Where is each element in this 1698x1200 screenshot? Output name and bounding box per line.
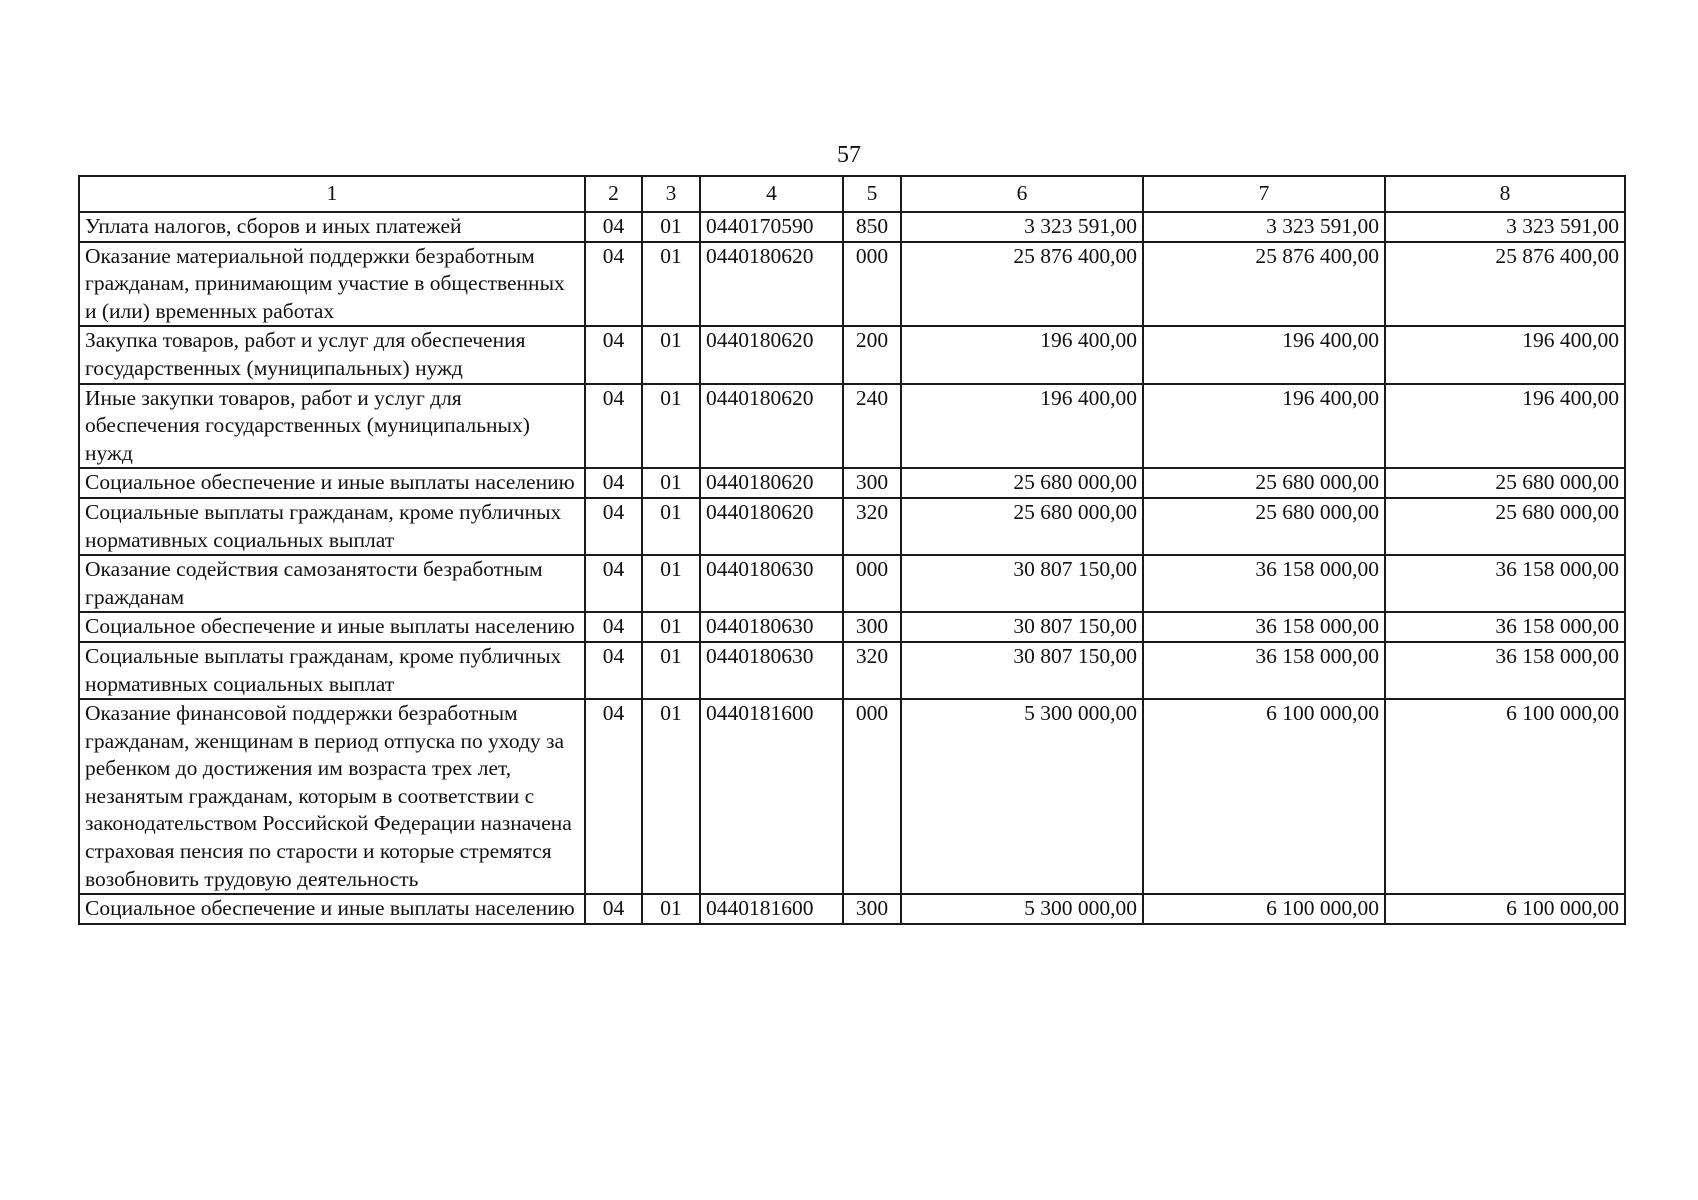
amount-col8-cell: 36 158 000,00 [1385, 555, 1625, 612]
amount-col7-cell: 196 400,00 [1143, 384, 1385, 469]
column-header: 4 [700, 176, 843, 212]
table-row [79, 894, 1625, 924]
section-code-cell: 04 [585, 555, 642, 612]
expense-type-cell: 000 [843, 555, 901, 612]
expense-type-cell: 300 [843, 468, 901, 498]
amount-col8-cell: 196 400,00 [1385, 384, 1625, 469]
amount-col6-cell: 196 400,00 [901, 384, 1143, 469]
subsection-code-cell: 01 [642, 642, 700, 699]
column-header: 2 [585, 176, 642, 212]
amount-col8-cell: 196 400,00 [1385, 326, 1625, 383]
table-row [79, 555, 1625, 612]
amount-col7-cell: 196 400,00 [1143, 326, 1385, 383]
target-article-cell: 0440180620 [700, 384, 843, 469]
column-header: 6 [901, 176, 1143, 212]
expense-type-cell: 320 [843, 642, 901, 699]
column-header: 3 [642, 176, 700, 212]
column-header: 8 [1385, 176, 1625, 212]
expense-type-cell: 320 [843, 498, 901, 555]
subsection-code-cell: 01 [642, 326, 700, 383]
subsection-code-cell: 01 [642, 498, 700, 555]
amount-col6-cell: 5 300 000,00 [901, 699, 1143, 894]
amount-col6-cell: 30 807 150,00 [901, 612, 1143, 642]
amount-col6-cell: 25 876 400,00 [901, 242, 1143, 327]
target-article-cell: 0440180630 [700, 642, 843, 699]
subsection-code-cell: 01 [642, 699, 700, 894]
amount-col8-cell: 25 680 000,00 [1385, 498, 1625, 555]
table-row [79, 642, 1625, 699]
target-article-cell: 0440180620 [700, 498, 843, 555]
table-body [79, 212, 1625, 924]
section-code-cell: 04 [585, 212, 642, 242]
target-article-cell: 0440180630 [700, 612, 843, 642]
row-name-cell: Оказание финансовой поддержки безработным гражданам, женщинам в период отпуска по уходу за ребенком до достижения им возраста трех лет, незанятым гражданам, которым в соответствии с законодательством Российской Федерации назначена страховая пенсия по старости и которые стремятся возобновить трудовую деятельность [79, 699, 585, 894]
expense-type-cell: 300 [843, 894, 901, 924]
amount-col7-cell: 36 158 000,00 [1143, 612, 1385, 642]
section-code-cell: 04 [585, 498, 642, 555]
amount-col6-cell: 25 680 000,00 [901, 498, 1143, 555]
table-row [79, 699, 1625, 894]
expense-type-cell: 240 [843, 384, 901, 469]
section-code-cell: 04 [585, 612, 642, 642]
subsection-code-cell: 01 [642, 894, 700, 924]
table-row [79, 326, 1625, 383]
section-code-cell: 04 [585, 642, 642, 699]
target-article-cell: 0440180630 [700, 555, 843, 612]
expense-type-cell: 850 [843, 212, 901, 242]
amount-col8-cell: 6 100 000,00 [1385, 894, 1625, 924]
section-code-cell: 04 [585, 384, 642, 469]
target-article-cell: 0440180620 [700, 326, 843, 383]
subsection-code-cell: 01 [642, 212, 700, 242]
expense-type-cell: 300 [843, 612, 901, 642]
row-name-cell: Иные закупки товаров, работ и услуг для обеспечения государственных (муниципальных) нужд [79, 384, 585, 469]
amount-col8-cell: 6 100 000,00 [1385, 699, 1625, 894]
amount-col6-cell: 5 300 000,00 [901, 894, 1143, 924]
amount-col6-cell: 196 400,00 [901, 326, 1143, 383]
table-row [79, 384, 1625, 469]
row-name-cell: Социальное обеспечение и иные выплаты населению [79, 468, 585, 498]
column-header: 5 [843, 176, 901, 212]
amount-col8-cell: 36 158 000,00 [1385, 642, 1625, 699]
section-code-cell: 04 [585, 326, 642, 383]
amount-col7-cell: 25 680 000,00 [1143, 498, 1385, 555]
target-article-cell: 0440170590 [700, 212, 843, 242]
column-header: 1 [79, 176, 585, 212]
subsection-code-cell: 01 [642, 468, 700, 498]
row-name-cell: Уплата налогов, сборов и иных платежей [79, 212, 585, 242]
amount-col8-cell: 36 158 000,00 [1385, 612, 1625, 642]
expense-type-cell: 000 [843, 699, 901, 894]
budget-table [78, 175, 1626, 925]
amount-col7-cell: 36 158 000,00 [1143, 555, 1385, 612]
row-name-cell: Оказание материальной поддержки безработным гражданам, принимающим участие в общественных и (или) временных работах [79, 242, 585, 327]
page-number: 57 [837, 142, 861, 168]
section-code-cell: 04 [585, 894, 642, 924]
row-name-cell: Социальные выплаты гражданам, кроме публичных нормативных социальных выплат [79, 642, 585, 699]
column-header: 7 [1143, 176, 1385, 212]
amount-col6-cell: 30 807 150,00 [901, 555, 1143, 612]
amount-col7-cell: 6 100 000,00 [1143, 699, 1385, 894]
row-name-cell: Социальное обеспечение и иные выплаты населению [79, 894, 585, 924]
target-article-cell: 0440181600 [700, 699, 843, 894]
amount-col6-cell: 3 323 591,00 [901, 212, 1143, 242]
amount-col7-cell: 6 100 000,00 [1143, 894, 1385, 924]
section-code-cell: 04 [585, 468, 642, 498]
section-code-cell: 04 [585, 699, 642, 894]
subsection-code-cell: 01 [642, 612, 700, 642]
subsection-code-cell: 01 [642, 242, 700, 327]
section-code-cell: 04 [585, 242, 642, 327]
amount-col7-cell: 25 876 400,00 [1143, 242, 1385, 327]
row-name-cell: Закупка товаров, работ и услуг для обеспечения государственных (муниципальных) нужд [79, 326, 585, 383]
subsection-code-cell: 01 [642, 384, 700, 469]
table-row [79, 498, 1625, 555]
amount-col8-cell: 3 323 591,00 [1385, 212, 1625, 242]
row-name-cell: Социальное обеспечение и иные выплаты населению [79, 612, 585, 642]
target-article-cell: 0440180620 [700, 468, 843, 498]
amount-col7-cell: 3 323 591,00 [1143, 212, 1385, 242]
amount-col6-cell: 30 807 150,00 [901, 642, 1143, 699]
amount-col6-cell: 25 680 000,00 [901, 468, 1143, 498]
table-row [79, 212, 1625, 242]
table-row [79, 612, 1625, 642]
subsection-code-cell: 01 [642, 555, 700, 612]
amount-col8-cell: 25 876 400,00 [1385, 242, 1625, 327]
amount-col7-cell: 36 158 000,00 [1143, 642, 1385, 699]
expense-type-cell: 000 [843, 242, 901, 327]
amount-col8-cell: 25 680 000,00 [1385, 468, 1625, 498]
expense-type-cell: 200 [843, 326, 901, 383]
table-row [79, 468, 1625, 498]
row-name-cell: Социальные выплаты гражданам, кроме публичных нормативных социальных выплат [79, 498, 585, 555]
target-article-cell: 0440180620 [700, 242, 843, 327]
table-row [79, 242, 1625, 327]
target-article-cell: 0440181600 [700, 894, 843, 924]
header-row [79, 176, 1625, 212]
row-name-cell: Оказание содействия самозанятости безработным гражданам [79, 555, 585, 612]
amount-col7-cell: 25 680 000,00 [1143, 468, 1385, 498]
